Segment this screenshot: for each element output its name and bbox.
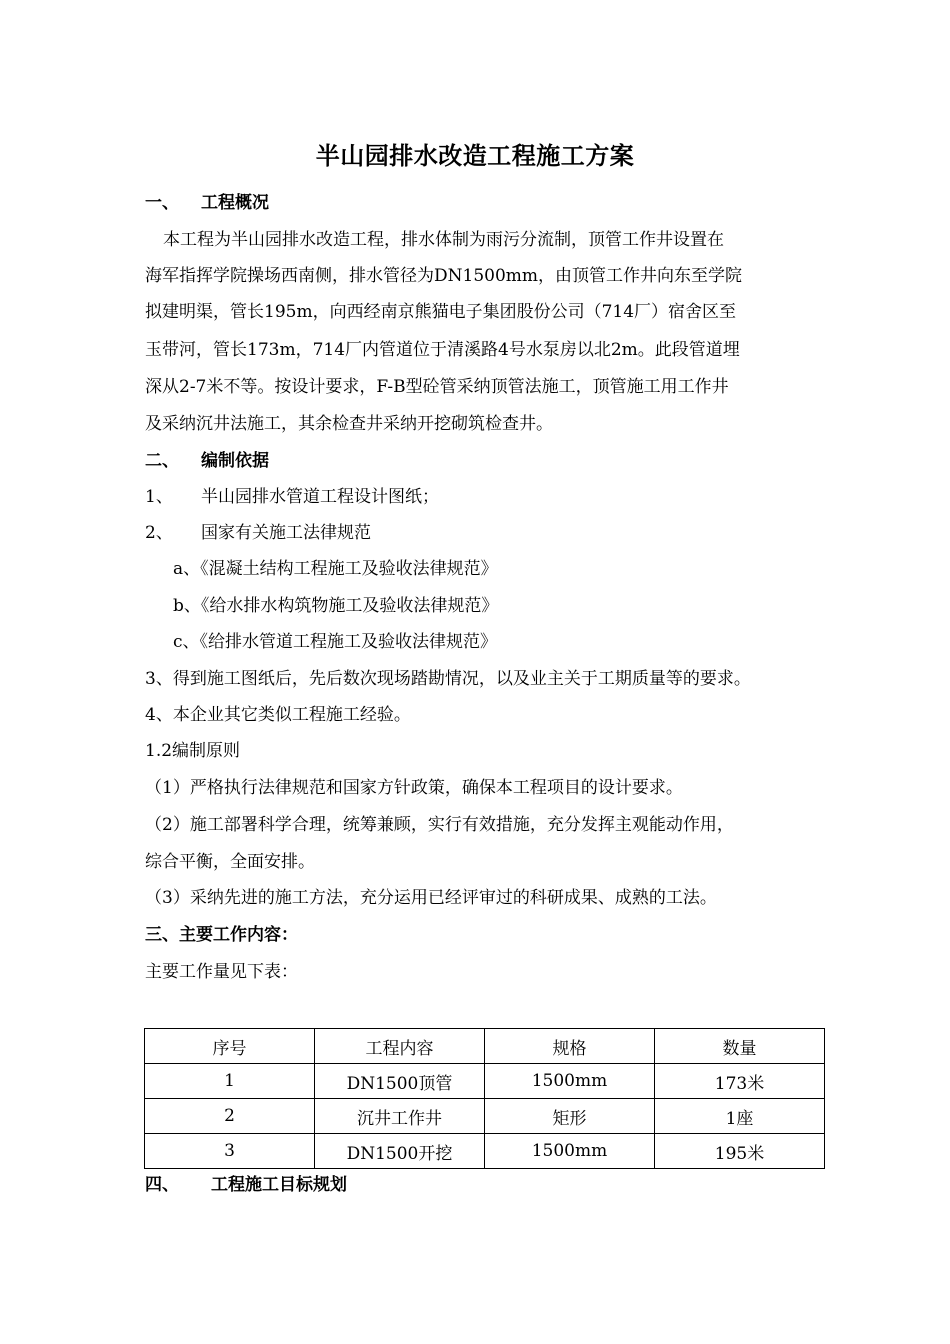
section-1-number: 一、 [145, 193, 179, 213]
table-cell: 173米 [655, 1064, 825, 1099]
work-quantity-table [144, 1028, 825, 1169]
basis-item-2-text: 国家有关施工法律规范 [201, 523, 371, 543]
table-cell: 3 [145, 1134, 315, 1169]
basis-item-2 [145, 521, 371, 545]
section-2-number: 二、 [145, 451, 179, 471]
overview-line-1: 本工程为半山园排水改造工程，排水体制为雨污分流制，顶管工作井设置在 [163, 230, 724, 250]
principle-3: （3）采纳先进的施工方法，充分运用已经评审过的科研成果、成熟的工法。 [145, 888, 717, 908]
table-cell: 1500mm [485, 1134, 655, 1169]
section-4-heading [145, 1173, 347, 1197]
principles-heading: 1.2编制原则 [145, 741, 241, 761]
overview-line-4: 玉带河，管长173m，714厂内管道位于清溪路4号水泵房以北2m。此段管道埋 [145, 340, 740, 360]
table-header-cell: 数量 [655, 1029, 825, 1064]
table-header-cell: 序号 [145, 1029, 315, 1064]
document-title: 半山园排水改造工程施工方案 [315, 141, 635, 170]
table-header-cell: 规格 [485, 1029, 655, 1064]
table-cell: 1500mm [485, 1064, 655, 1099]
table-cell: 195米 [655, 1134, 825, 1169]
basis-item-1 [145, 485, 439, 509]
section-2-heading [145, 449, 269, 473]
basis-item-4: 4、本企业其它类似工程施工经验。 [145, 705, 411, 725]
section-1-heading [145, 191, 269, 215]
table-row [145, 1099, 825, 1134]
principle-2-line-2: 综合平衡，全面安排。 [145, 852, 315, 872]
basis-sub-a: a、《混凝土结构工程施工及验收法律规范》 [173, 559, 498, 579]
table-cell: DN1500开挖 [315, 1134, 485, 1169]
table-cell: 2 [145, 1099, 315, 1134]
basis-item-3: 3、得到施工图纸后，先后数次现场踏勘情况，以及业主关于工期质量等的要求。 [145, 669, 751, 689]
principle-2-line-1: （2）施工部署科学合理，统筹兼顾，实行有效措施，充分发挥主观能动作用， [145, 815, 734, 835]
table-cell: 沉井工作井 [315, 1099, 485, 1134]
table-cell: 1 [145, 1064, 315, 1099]
principle-1: （1）严格执行法律规范和国家方针政策，确保本工程项目的设计要求。 [145, 778, 683, 798]
table-header-cell: 工程内容 [315, 1029, 485, 1064]
overview-line-5: 深从2-7米不等。按设计要求，F-B型砼管采纳顶管法施工，顶管施工用工作井 [145, 377, 729, 397]
section-3-intro: 主要工作量见下表： [145, 962, 298, 982]
basis-item-1-number: 1、 [145, 487, 173, 507]
section-4-number: 四、 [145, 1175, 179, 1195]
overview-line-6: 及采纳沉井法施工，其余检查井采纳开挖砌筑检查井。 [145, 414, 553, 434]
basis-item-1-text: 半山园排水管道工程设计图纸； [201, 487, 439, 507]
table-row [145, 1064, 825, 1099]
table-cell: 矩形 [485, 1099, 655, 1134]
table-cell: DN1500顶管 [315, 1064, 485, 1099]
table-header-row [145, 1029, 825, 1064]
table-row [145, 1134, 825, 1169]
basis-item-2-number: 2、 [145, 523, 173, 543]
section-3-heading: 三、主要工作内容： [145, 925, 298, 945]
section-1-title: 工程概况 [201, 193, 269, 213]
overview-line-3: 拟建明渠，管长195m，向西经南京熊猫电子集团股份公司（714厂）宿舍区至 [145, 302, 737, 322]
section-2-title: 编制依据 [201, 451, 269, 471]
overview-line-2: 海军指挥学院操场西南侧，排水管径为DN1500mm，由顶管工作井向东至学院 [145, 266, 743, 286]
basis-sub-b: b、《给水排水构筑物施工及验收法律规范》 [173, 596, 499, 616]
section-4-title: 工程施工目标规划 [211, 1175, 347, 1195]
basis-sub-c: c、《给排水管道工程施工及验收法律规范》 [173, 632, 498, 652]
table-cell: 1座 [655, 1099, 825, 1134]
